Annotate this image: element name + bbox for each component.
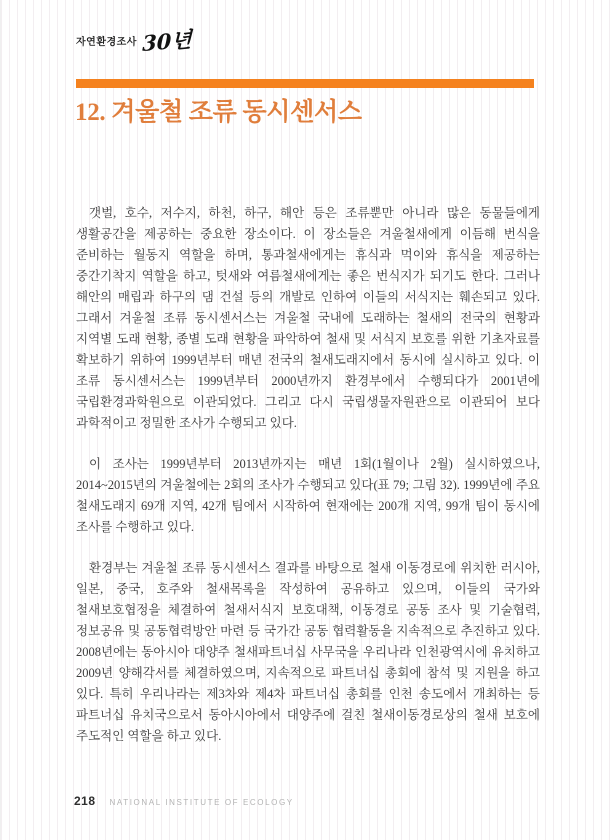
publisher-name: NATIONAL INSTITUTE OF ECOLOGY	[109, 798, 294, 807]
page-footer	[74, 794, 294, 808]
paragraph-international-cooperation: 환경부는 겨울철 조류 동시센서스 결과를 바탕으로 철새 이동경로에 위치한 러시아, 일본, 중국, 호주와 철새목록을 작성하여 공유하고 있으며, 이들의 국가와 철새보호협정을 체결하여 철새서식지 보호대책, 이동경로 공동 조사 및 기술협력, 정보공유 및 공동협력방안 마련 등 국가간 공동 협력활동을 지속적으로 추진하고 있다. 2008년에는 동아시아 대양주 철새파트너십 사무국을 우리나라 인천광역시에 유치하고 2009년 양해각서를 체결하였으며, 지속적으로 파트너십 총회에 참석 및 지원을 하고 있다. 특히 우리나라는 제3차와 제4차 파트너십 총회를 인천 송도에서 개최하는 등 파트너십 유치국으로서 동아시아에서 대양주에 걸친 철새이동경로상의 철새 보호에 주도적인 역할을 하고 있다.	[76, 561, 540, 743]
paragraph-survey-schedule: 이 조사는 1999년부터 2013년까지는 매년 1회(1월이나 2월) 실시하였으나, 2014~2015년의 겨울철에는 2회의 조사가 수행되고 있다(표 79; 그림 32). 1999년에 주요 철새도래지 69개 지역, 42개 팀에서 시작하여 현재에는 200개 지역, 99개 팀이 동시에 조사를 수행하고 있다.	[76, 457, 540, 534]
chapter-title: 12. 겨울철 조류 동시센서스	[75, 99, 362, 126]
paragraph-habitat-overview: 갯벌, 호수, 저수지, 하천, 하구, 해안 등은 조류뿐만 아니라 많은 동물들에게 생활공간을 제공하는 중요한 장소이다. 이 장소들은 겨울철새에게 이듬해 번식을 준비하는 월동지 역할을 하며, 통과철새에게는 휴식과 먹이와 휴식을 제공하는 중간기착지 역할을 하고, 텃새와 여름철새에게는 좋은 번식지가 되기도 한다. 그러나 해안의 매립과 하구의 댐 건설 등의 개발로 인하여 이들의 서식지는 훼손되고 있다. 그래서 겨울철 조류 동시센서스는 겨울철 국내에 도래하는 철새의 전국의 현황과 지역별 도래 현황, 종별 도래 현황을 파악하여 철새 및 서식지 보호를 위한 기초자료를 확보하기 위하여 1999년부터 매년 전국의 철새도래지에서 동시에 실시하고 있다. 이 조류 동시센서스는 1999년부터 2000년까지 환경부에서 수행되다가 2001년에 국립환경과학원으로 이관되었다. 그리고 다시 국립생물자원관으로 이관되어 보다 과학적이고 정밀한 조사가 수행되고 있다.	[76, 206, 540, 430]
brand-logo	[76, 28, 191, 58]
body-text	[76, 203, 540, 747]
brand-anniversary-script: 30년	[142, 26, 192, 56]
brand-series-label: 자연환경조사	[76, 37, 137, 48]
chapter-accent-bar	[76, 79, 534, 88]
page-number: 218	[74, 794, 96, 808]
